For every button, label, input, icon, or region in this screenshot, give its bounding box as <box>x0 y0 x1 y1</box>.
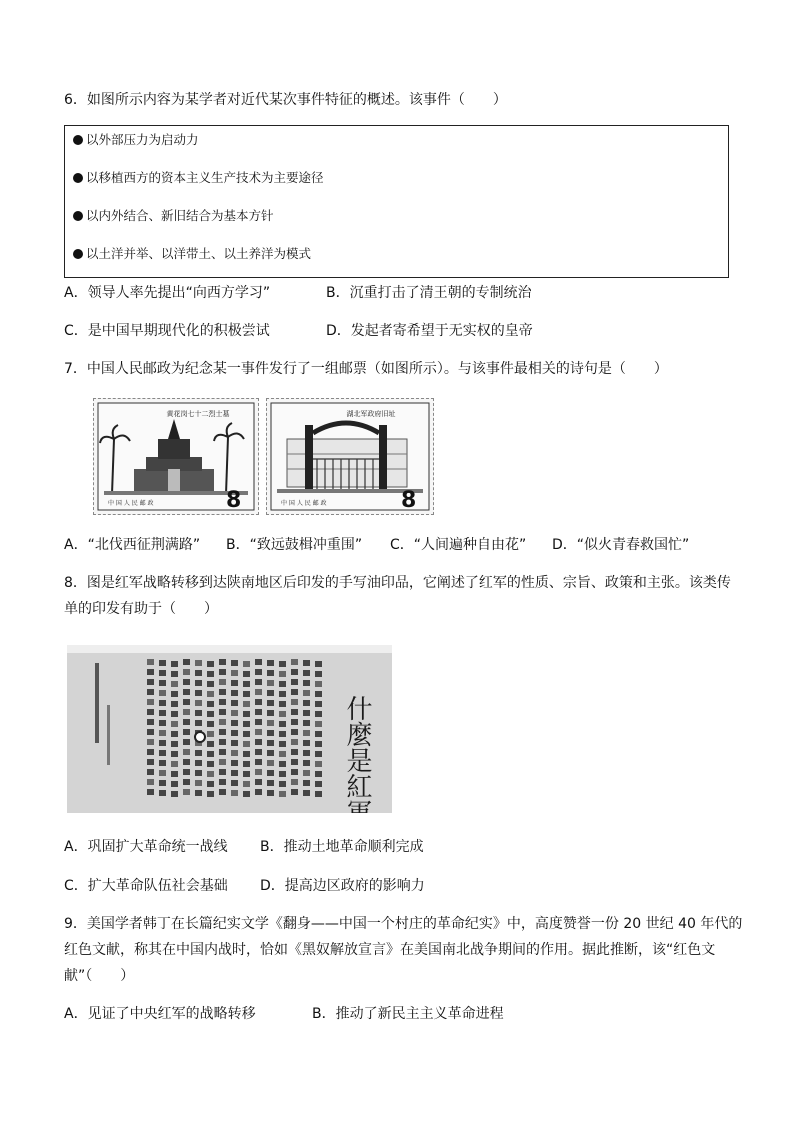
stamp-2-caption: 湖北军政府旧址 <box>346 410 396 418</box>
handwriting-mark <box>207 731 214 737</box>
handwriting-mark <box>195 780 202 786</box>
handwriting-mark <box>279 771 286 777</box>
q9-option-b[interactable]: B．推动了新民主主义革命进程 <box>312 1006 504 1022</box>
handwriting-mark <box>171 771 178 777</box>
handwriting-mark <box>279 761 286 767</box>
handwriting-mark <box>291 759 298 765</box>
handwriting-mark <box>231 760 238 766</box>
handwriting-mark <box>183 699 190 705</box>
handwriting-mark <box>231 710 238 716</box>
handwriting-mark <box>219 679 226 685</box>
handwriting-mark <box>159 670 166 676</box>
handwriting-mark <box>159 790 166 796</box>
handwriting-mark <box>207 691 214 697</box>
handwriting-mark <box>255 679 262 685</box>
handwriting-mark <box>243 761 250 767</box>
handwriting-mark <box>207 701 214 707</box>
handwriting-mark <box>255 729 262 735</box>
bullet-icon <box>73 173 83 183</box>
handwriting-mark <box>291 679 298 685</box>
handwriting-mark <box>279 681 286 687</box>
handwriting-mark <box>303 760 310 766</box>
handwriting-mark <box>279 671 286 677</box>
handwriting-mark <box>315 781 322 787</box>
handwriting-mark <box>159 750 166 756</box>
handwriting-mark <box>303 670 310 676</box>
leaflet-title: 什麼是紅軍 <box>342 695 372 813</box>
stamp-huanghuagang <box>93 398 259 515</box>
handwriting-mark <box>147 769 154 775</box>
handwriting-mark <box>243 771 250 777</box>
handwriting-mark <box>171 731 178 737</box>
handwriting-mark <box>183 759 190 765</box>
handwriting-mark <box>291 779 298 785</box>
handwriting-mark <box>267 690 274 696</box>
handwriting-mark <box>183 789 190 795</box>
handwriting-mark <box>219 739 226 745</box>
handwriting-mark <box>183 669 190 675</box>
handwriting-mark <box>231 730 238 736</box>
handwriting-mark <box>243 681 250 687</box>
handwriting-mark <box>159 690 166 696</box>
handwriting-mark <box>267 750 274 756</box>
box-item: 以土洋并举、以洋带土、以土养洋为模式 <box>73 245 311 263</box>
question-6-stem: 6．如图所示内容为某学者对近代某次事件特征的概述。该事件（ ） <box>64 92 507 108</box>
handwriting-mark <box>171 721 178 727</box>
stamp-1-illustration <box>94 399 258 514</box>
handwriting-mark <box>219 759 226 765</box>
handwriting-mark <box>183 739 190 745</box>
handwriting-mark <box>195 680 202 686</box>
q9-option-a[interactable]: A．见证了中央红军的战略转移 <box>64 1006 256 1022</box>
handwriting-mark <box>303 790 310 796</box>
handwriting-mark <box>171 681 178 687</box>
handwriting-mark <box>315 701 322 707</box>
handwriting-mark <box>147 759 154 765</box>
handwriting-mark <box>291 789 298 795</box>
handwriting-mark <box>219 689 226 695</box>
handwriting-mark <box>243 661 250 667</box>
handwriting-mark <box>171 691 178 697</box>
handwriting-mark <box>267 700 274 706</box>
stamp-hubei-military-government <box>266 398 434 515</box>
handwriting-mark <box>267 680 274 686</box>
handwriting-mark <box>291 709 298 715</box>
handwriting-mark <box>171 671 178 677</box>
handwriting-mark <box>267 760 274 766</box>
handwriting-mark <box>147 729 154 735</box>
handwriting-mark <box>159 740 166 746</box>
q7-option-a[interactable]: A．“北伐西征荆满路” <box>64 537 201 553</box>
handwriting-mark <box>267 790 274 796</box>
handwriting-mark <box>159 780 166 786</box>
handwriting-mark <box>195 670 202 676</box>
handwriting-mark <box>231 740 238 746</box>
handwriting-mark <box>255 789 262 795</box>
handwriting-mark <box>303 710 310 716</box>
handwriting-mark <box>147 669 154 675</box>
handwriting-mark <box>303 730 310 736</box>
handwriting-mark <box>171 701 178 707</box>
handwriting-mark <box>171 741 178 747</box>
handwriting-mark <box>183 709 190 715</box>
handwriting-mark <box>231 720 238 726</box>
handwriting-mark <box>255 669 262 675</box>
handwriting-mark <box>219 719 226 725</box>
handwriting-mark <box>171 711 178 717</box>
handwriting-mark <box>267 710 274 716</box>
handwriting-mark <box>267 780 274 786</box>
handwriting-mark <box>171 761 178 767</box>
handwriting-mark <box>243 731 250 737</box>
handwriting-mark <box>207 681 214 687</box>
stamp-2-illustration <box>267 399 433 514</box>
handwriting-mark <box>315 721 322 727</box>
handwriting-mark <box>243 781 250 787</box>
handwriting-mark <box>159 680 166 686</box>
handwriting-mark <box>207 771 214 777</box>
handwriting-mark <box>159 720 166 726</box>
handwriting-mark <box>303 740 310 746</box>
q6-option-a[interactable]: A．领导人率先提出“向西方学习” <box>64 285 271 301</box>
handwriting-mark <box>315 671 322 677</box>
bullet-icon <box>73 135 83 145</box>
q8-option-c[interactable]: C．扩大革命队伍社会基础 <box>64 878 228 894</box>
handwriting-mark <box>315 661 322 667</box>
stamp-1-caption: 黄花岗七十二烈士墓 <box>166 410 230 418</box>
handwriting-mark <box>231 660 238 666</box>
handwriting-mark <box>279 721 286 727</box>
handwriting-mark <box>183 689 190 695</box>
handwriting-mark <box>303 720 310 726</box>
handwriting-mark <box>315 741 322 747</box>
handwriting-mark <box>243 701 250 707</box>
svg-text:中 国 人 民 邮 政: 中 国 人 民 邮 政 <box>108 500 154 507</box>
handwriting-mark <box>243 691 250 697</box>
handwriting-mark <box>291 719 298 725</box>
handwriting-mark <box>291 729 298 735</box>
handwriting-mark <box>195 700 202 706</box>
bullet-icon <box>73 211 83 221</box>
handwriting-mark <box>315 681 322 687</box>
handwriting-mark <box>267 660 274 666</box>
handwriting-mark <box>231 780 238 786</box>
handwriting-mark <box>267 740 274 746</box>
handwriting-mark <box>147 659 154 665</box>
handwriting-mark <box>243 741 250 747</box>
handwriting-mark <box>159 700 166 706</box>
question-9-stem-line-1: 9．美国学者韩丁在长篇纪实文学《翻身——中国一个村庄的革命纪实》中，高度赞誉一份 20 世纪 40 年代的 <box>64 916 743 932</box>
handwriting-mark <box>315 751 322 757</box>
handwriting-mark <box>303 690 310 696</box>
handwriting-mark <box>231 700 238 706</box>
handwriting-mark <box>171 751 178 757</box>
handwriting-mark <box>159 730 166 736</box>
handwriting-mark <box>219 769 226 775</box>
handwriting-mark <box>255 749 262 755</box>
handwriting-mark <box>243 711 250 717</box>
handwriting-mark <box>255 659 262 665</box>
handwriting-mark <box>231 770 238 776</box>
leaflet-illustration <box>67 645 392 813</box>
handwriting-mark <box>279 661 286 667</box>
handwriting-mark <box>147 689 154 695</box>
q6-option-b[interactable]: B．沉重打击了清王朝的专制统治 <box>326 285 532 301</box>
handwriting-mark <box>207 741 214 747</box>
handwriting-mark <box>291 689 298 695</box>
handwriting-mark <box>255 759 262 765</box>
handwriting-mark <box>255 779 262 785</box>
handwriting-mark <box>183 729 190 735</box>
handwriting-mark <box>255 769 262 775</box>
handwriting-mark <box>183 679 190 685</box>
question-9-stem-line-3: 献”（ ） <box>64 968 135 984</box>
q7-option-c[interactable]: C．“人间遍种自由花” <box>390 537 527 553</box>
handwriting-mark <box>315 691 322 697</box>
handwriting-mark <box>219 729 226 735</box>
handwriting-mark <box>159 770 166 776</box>
handwriting-mark <box>315 771 322 777</box>
handwriting-mark <box>291 739 298 745</box>
q7-option-b[interactable]: B．“致远鼓楫冲重围” <box>226 537 363 553</box>
box-item: 以外部压力为启动力 <box>73 131 199 149</box>
handwriting-mark <box>195 660 202 666</box>
handwriting-mark <box>279 731 286 737</box>
handwriting-mark <box>195 720 202 726</box>
handwriting-mark <box>279 741 286 747</box>
handwriting-mark <box>147 719 154 725</box>
stamp-1-value: 8 <box>226 488 242 513</box>
handwriting-mark <box>183 769 190 775</box>
handwriting-mark <box>183 719 190 725</box>
quote-box <box>64 125 729 278</box>
handwriting-mark <box>255 739 262 745</box>
handwriting-mark <box>315 761 322 767</box>
handwriting-mark <box>303 700 310 706</box>
handwriting-mark <box>231 750 238 756</box>
handwriting-mark <box>147 789 154 795</box>
q8-option-d[interactable]: D．提高边区政府的影响力 <box>260 878 425 894</box>
box-item: 以内外结合、新旧结合为基本方针 <box>73 207 274 225</box>
handwriting-mark <box>207 661 214 667</box>
handwriting-mark <box>159 760 166 766</box>
handwriting-mark <box>291 669 298 675</box>
svg-text:中 国 人 民 邮 政: 中 国 人 民 邮 政 <box>281 500 327 507</box>
handwriting-mark <box>195 790 202 796</box>
handwriting-mark <box>147 779 154 785</box>
handwriting-mark <box>303 770 310 776</box>
handwriting-mark <box>183 659 190 665</box>
question-7-stem: 7．中国人民邮政为纪念某一事件发行了一组邮票（如图所示）。与该事件最相关的诗句是（ ） <box>64 361 668 377</box>
q8-option-b[interactable]: B．推动土地革命顺利完成 <box>260 839 424 855</box>
handwriting-mark <box>207 791 214 797</box>
red-army-leaflet-photo <box>67 645 392 813</box>
handwriting-mark <box>219 699 226 705</box>
handwriting-mark <box>159 660 166 666</box>
handwriting-mark <box>243 671 250 677</box>
q6-option-c[interactable]: C．是中国早期现代化的积极尝试 <box>64 323 270 339</box>
handwriting-mark <box>195 690 202 696</box>
handwriting-mark <box>147 679 154 685</box>
handwriting-mark <box>255 709 262 715</box>
handwriting-mark <box>207 781 214 787</box>
handwriting-mark <box>147 709 154 715</box>
handwriting-mark <box>303 780 310 786</box>
handwriting-mark <box>303 750 310 756</box>
handwriting-mark <box>267 770 274 776</box>
handwriting-mark <box>291 769 298 775</box>
handwriting-mark <box>279 751 286 757</box>
handwriting-mark <box>243 751 250 757</box>
handwriting-mark <box>207 721 214 727</box>
handwriting-mark <box>255 699 262 705</box>
handwriting-mark <box>243 791 250 797</box>
handwriting-mark <box>267 720 274 726</box>
stamp-2-value: 8 <box>401 488 417 513</box>
handwriting-mark <box>315 791 322 797</box>
handwriting-mark <box>219 709 226 715</box>
handwriting-mark <box>207 751 214 757</box>
handwriting-mark <box>303 660 310 666</box>
handwriting-mark <box>219 659 226 665</box>
handwriting-mark <box>231 690 238 696</box>
handwriting-mark <box>291 659 298 665</box>
handwriting-mark <box>183 749 190 755</box>
handwriting-mark <box>267 730 274 736</box>
handwriting-mark <box>171 661 178 667</box>
handwriting-mark <box>159 710 166 716</box>
handwriting-mark <box>279 781 286 787</box>
handwriting-mark <box>315 711 322 717</box>
handwriting-mark <box>195 760 202 766</box>
handwriting-mark <box>207 761 214 767</box>
handwriting-mark <box>303 680 310 686</box>
q8-option-a[interactable]: A．巩固扩大革命统一战线 <box>64 839 228 855</box>
handwriting-mark <box>267 670 274 676</box>
handwriting-mark <box>147 749 154 755</box>
bullet-icon <box>73 249 83 259</box>
handwriting-mark <box>183 779 190 785</box>
handwriting-mark <box>279 701 286 707</box>
handwriting-mark <box>147 699 154 705</box>
handwriting-mark <box>195 750 202 756</box>
handwriting-mark <box>255 689 262 695</box>
handwriting-mark <box>231 680 238 686</box>
handwriting-mark <box>219 779 226 785</box>
handwriting-mark <box>279 691 286 697</box>
handwriting-mark <box>207 671 214 677</box>
handwriting-mark <box>219 749 226 755</box>
box-item: 以移植西方的资本主义生产技术为主要途径 <box>73 169 324 187</box>
handwriting-mark <box>291 749 298 755</box>
handwriting-mark <box>195 770 202 776</box>
handwriting-mark <box>291 699 298 705</box>
handwriting-mark <box>219 789 226 795</box>
q7-option-d[interactable]: D．“似火青春救国忙” <box>552 537 690 553</box>
handwriting-mark <box>171 781 178 787</box>
handwriting-mark <box>279 791 286 797</box>
handwriting-mark <box>255 719 262 725</box>
handwriting-mark <box>315 731 322 737</box>
handwriting-mark <box>231 790 238 796</box>
handwriting-mark <box>279 711 286 717</box>
q6-option-d[interactable]: D．发起者寄希望于无实权的皇帝 <box>326 323 533 339</box>
handwriting-mark <box>147 739 154 745</box>
question-8-stem-line-2: 单的印发有助于（ ） <box>64 601 218 617</box>
handwriting-mark <box>195 710 202 716</box>
handwriting-mark <box>219 669 226 675</box>
handwriting-mark <box>171 791 178 797</box>
handwriting-mark <box>231 670 238 676</box>
handwriting-mark <box>243 721 250 727</box>
question-8-stem-line-1: 8．图是红军战略转移到达陕南地区后印发的手写油印品，它阐述了红军的性质、宗旨、政策和主张。该类传 <box>64 575 731 591</box>
question-9-stem-line-2: 红色文献，称其在中国内战时，恰如《黑奴解放宣言》在美国南北战争期间的作用。据此推断，该“红色文 <box>64 942 716 958</box>
handwriting-mark <box>207 711 214 717</box>
